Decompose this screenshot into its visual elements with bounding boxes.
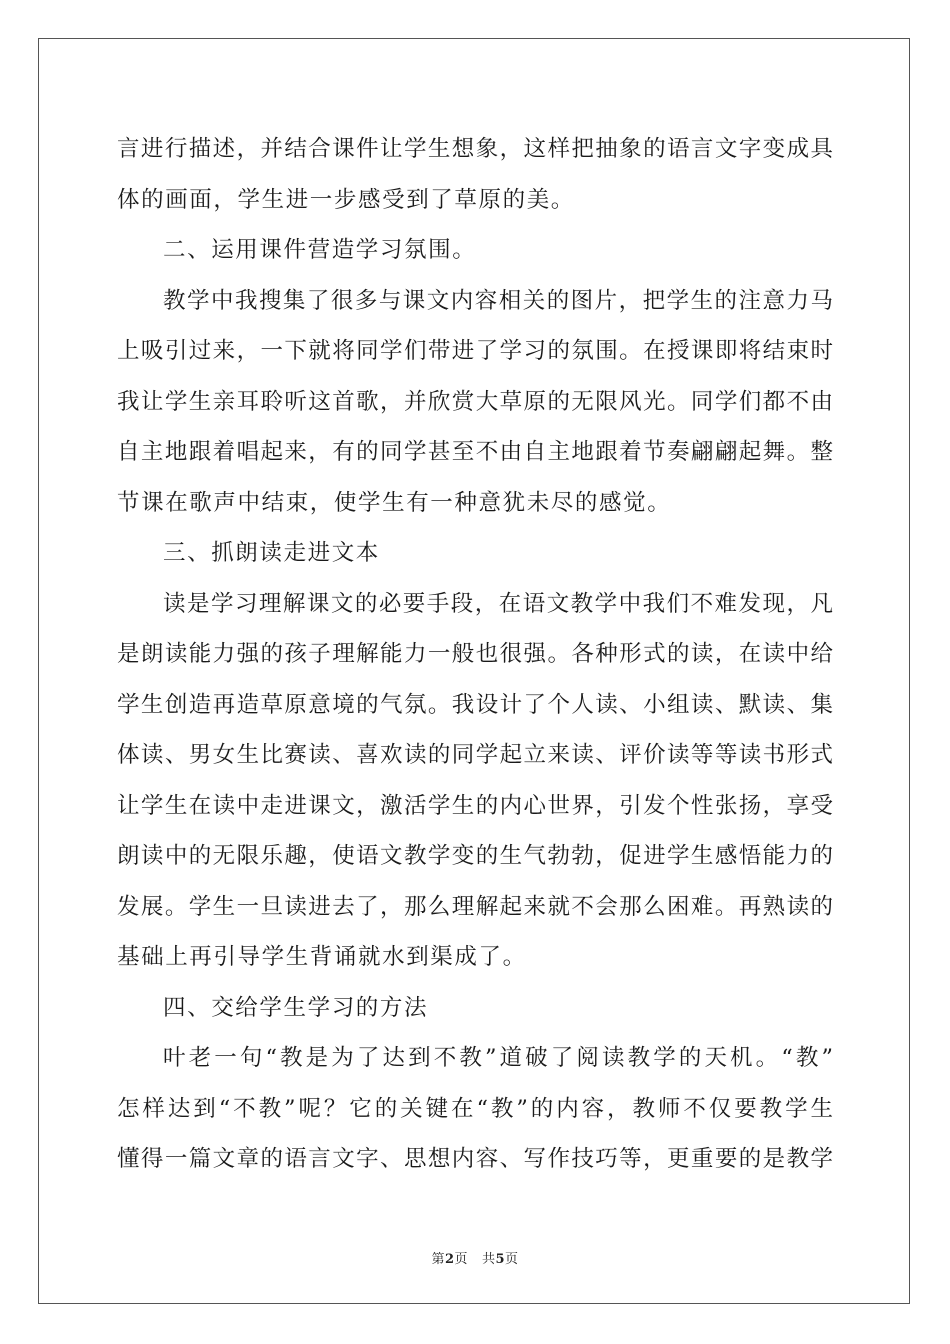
text-line: 懂得一篇文章的语言文字、思想内容、写作技巧等，更重要的是教学 bbox=[117, 1146, 833, 1172]
paragraph bbox=[117, 124, 833, 225]
page-suffix: 页 bbox=[454, 1252, 469, 1267]
page-footer bbox=[0, 1248, 950, 1267]
text-line: 学生创造再造草原意境的气氛。我设计了个人读、小组读、默读、集 bbox=[117, 691, 833, 718]
paragraph bbox=[117, 1033, 833, 1185]
text-line: 言进行描述，并结合课件让学生想象，这样把抽象的语言文字变成具 bbox=[117, 136, 833, 162]
text-line: 体读、男女生比赛读、喜欢读的同学起立来读、评价读等等读书形式 bbox=[117, 742, 833, 768]
text-line: 让学生在读中走进课文，激活学生的内心世界，引发个性张扬，享受 bbox=[117, 792, 833, 819]
section-heading bbox=[117, 983, 833, 1034]
page-total: 5 bbox=[495, 1252, 506, 1267]
text-line: 发展。学生一旦读进去了，那么理解起来就不会那么困难。再熟读的 bbox=[117, 893, 833, 920]
text-line: 上吸引过来，一下就将同学们带进了学习的氛围。在授课即将结束时 bbox=[117, 338, 833, 364]
text-line: 读是学习理解课文的必要手段，在语文教学中我们不难发现，凡 bbox=[163, 590, 833, 617]
page-prefix: 第 bbox=[431, 1252, 445, 1267]
text-line: 我让学生亲耳聆听这首歌，并欣赏大草原的无限风光。同学们都不由 bbox=[117, 388, 833, 415]
text-line: 四、交给学生学习的方法 bbox=[163, 994, 429, 1021]
text-line: 教学中我搜集了很多与课文内容相关的图片，把学生的注意力马 bbox=[163, 287, 833, 314]
text-line: 朗读中的无限乐趣，使语文教学变的生气勃勃，促进学生感悟能力的 bbox=[117, 843, 833, 869]
text-line: 节课在歌声中结束，使学生有一种意犹未尽的感觉。 bbox=[117, 489, 672, 516]
text-line: 叶老一句“教是为了达到不教”道破了阅读教学的天机。“教” bbox=[163, 1045, 833, 1071]
section-heading bbox=[117, 225, 833, 276]
text-line: 三、抓朗读走进文本 bbox=[163, 540, 380, 566]
document-body bbox=[117, 124, 833, 1185]
total-suffix: 页 bbox=[505, 1252, 519, 1267]
text-line: 体的画面，学生进一步感受到了草原的美。 bbox=[117, 186, 575, 213]
text-line: 怎样达到“不教”呢？它的关键在“教”的内容，教师不仅要教学生 bbox=[117, 1095, 833, 1122]
section-heading bbox=[117, 528, 833, 579]
paragraph bbox=[117, 276, 833, 529]
text-line: 二、运用课件营造学习氛围。 bbox=[163, 237, 477, 263]
text-line: 自主地跟着唱起来，有的同学甚至不由自主地跟着节奏翩翩起舞。整 bbox=[117, 439, 833, 465]
paragraph bbox=[117, 579, 833, 983]
text-line: 基础上再引导学生背诵就水到渠成了。 bbox=[117, 944, 527, 970]
total-prefix: 共 bbox=[481, 1252, 496, 1267]
text-line: 是朗读能力强的孩子理解能力一般也很强。各种形式的读，在读中给 bbox=[117, 641, 833, 667]
page-current: 2 bbox=[444, 1252, 455, 1267]
